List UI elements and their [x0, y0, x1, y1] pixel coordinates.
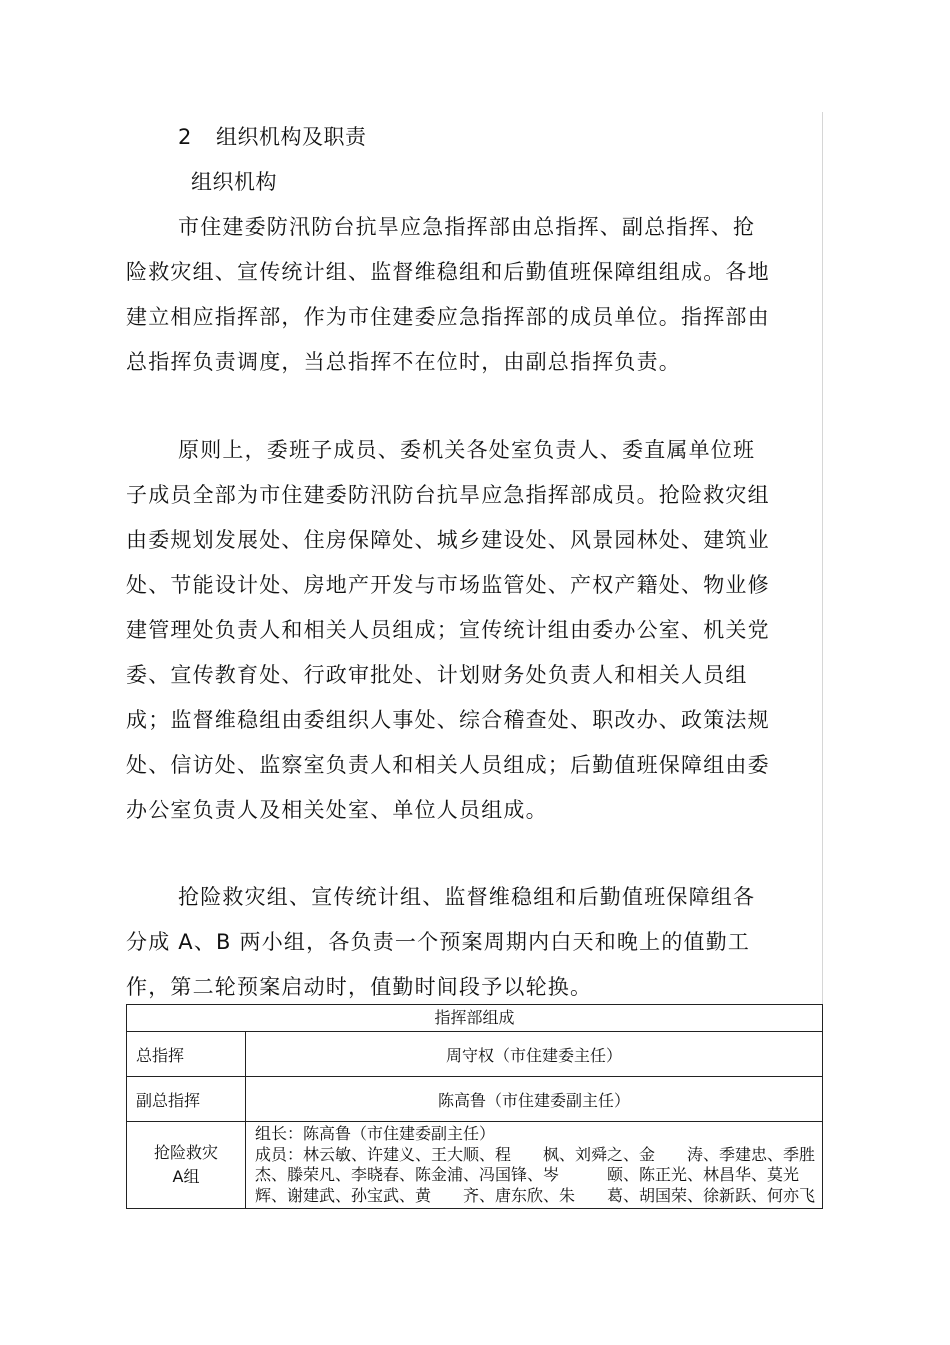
- role-cell: 副总指挥: [127, 1077, 246, 1122]
- group-role-cell: [127, 1122, 246, 1209]
- section-title: 组织机构及职责: [216, 125, 367, 149]
- person-cell: 周守权（市住建委主任）: [246, 1032, 823, 1077]
- paragraph-duty-rotation: 抢险救灾组、宣传统计组、监督维稳组和后勤值班保障组各分成 A、B 两小组，各负责一个预案周期内白天和晚上的值勤工作，第二轮预案启动时，值勤时间段予以轮换。: [126, 885, 756, 999]
- section-number: 2: [178, 125, 192, 149]
- table-row: [127, 1032, 823, 1077]
- group-detail-cell: [246, 1122, 823, 1209]
- group-leader: 组长：陈高鲁（市住建委副主任）: [255, 1124, 496, 1143]
- group-role-line1: 抢险救灾: [153, 1143, 218, 1162]
- table-title: 指挥部组成: [127, 1005, 823, 1032]
- person-cell: 陈高鲁（市住建委副主任）: [246, 1077, 823, 1122]
- table-title-row: [127, 1005, 823, 1032]
- section-heading: [178, 122, 367, 152]
- page-margin-rule: [822, 112, 823, 1010]
- command-roster-table: [126, 1004, 823, 1209]
- paragraph-group-composition: 原则上，委班子成员、委机关各处室负责人、委直属单位班子成员全部为市住建委防汛防台抗旱应急指挥部成员。抢险救灾组由委规划发展处、住房保障处、城乡建设处、风景园林处、建筑业处、节能设计处、房地产开发与市场监管处、产权产籍处、物业修建管理处负责人和相关人员组成；宣传统计组由委办公室、机关党委、宣传教育处、行政审批处、计划财务处负责人和相关人员组成；监督维稳组由委组织人事处、综合稽查处、职改办、政策法规处、信访处、监察室负责人和相关人员组成；后勤值班保障组由委办公室负责人及相关处室、单位人员组成。: [126, 438, 770, 822]
- table-row-group: [127, 1122, 823, 1209]
- paragraph-command-structure: 市住建委防汛防台抗旱应急指挥部由总指挥、副总指挥、抢险救灾组、宣传统计组、监督维稳组和后勤值班保障组组成。各地建立相应指挥部，作为市住建委应急指挥部的成员单位。指挥部由总指挥负责调度，当总指挥不在位时，由副总指挥负责。: [126, 215, 770, 374]
- group-members: 成员：林云敏、许建义、王大顺、程 枫、刘舜之、金 涛、季建忠、季胜杰、滕荣凡、李晓春、陈金浦、冯国锋、岑 颐、陈正光、林昌华、莫光辉、谢建武、孙宝武、黄 齐、唐东欣、朱 葛、胡国荣、徐新跃、何亦飞: [255, 1144, 816, 1205]
- role-cell: 总指挥: [127, 1032, 246, 1077]
- section-subtitle: 组织机构: [191, 170, 277, 194]
- table-row: [127, 1077, 823, 1122]
- group-role-line2: A组: [172, 1167, 200, 1186]
